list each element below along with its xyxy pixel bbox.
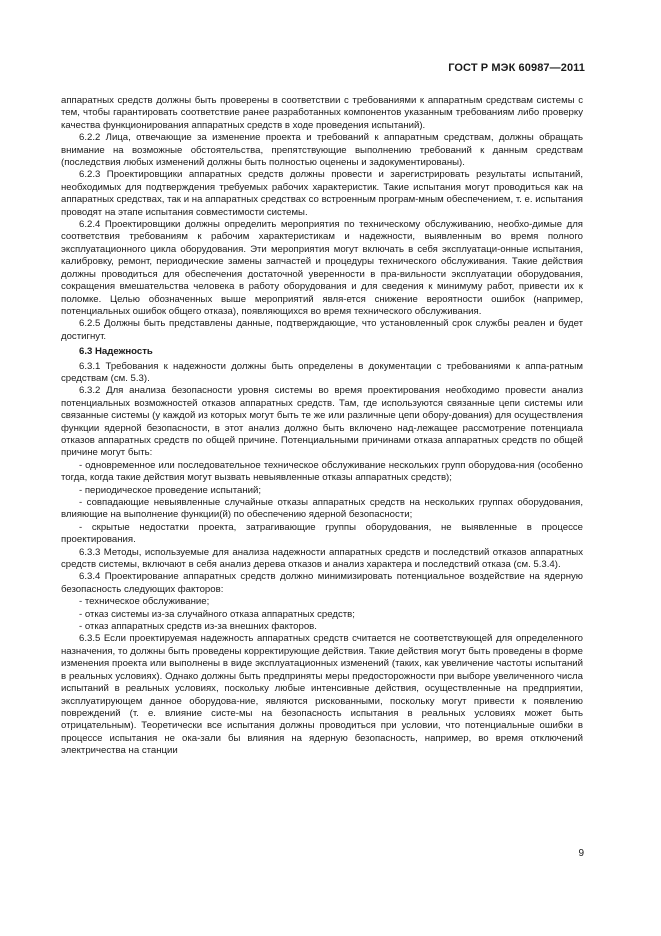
section-heading: 6.3 Надежность [79,346,153,358]
document-body [61,95,583,758]
paragraph: 6.3.5 Если проектируемая надежность аппаратных средств считается не соответствующей для определенного назначения, то должны быть проведены корректирующие действия. Такие действия могут быть проведены в форме изменения проекта или выполнены в виде эксплуатационных изменений (таких, как увеличение частоты испытаний в реальных условиях). Однако должны быть предприняты меры предосторожности при выборе увеличенного числа испытаний в реальных условиях, поскольку любые интенсивные действия, осуществленные на предприятии, эксплуатирующем данное оборудова-ние, являются рискованными, поскольку могут привести к появлению повреждений (т. е. влияние систе-мы на безопасность испытания в реальных условиях может быть отрицательным). Теоретически все испытания должны проводиться при условии, что потенциальные ошибки в процессе испытания не ока-зали бы влияния на ядерную безопасность, например, во время отключений электричества на станции [61,633,583,757]
list-item: - одновременное или последовательное техническое обслуживание нескольких групп оборудова-ния (особенно тогда, когда такие действия могут вызвать невыявленные отказы аппаратных средств); [61,459,583,484]
paragraph: 6.2.2 Лица, отвечающие за изменение проекта и требований к аппаратным средствам, должны обращать внимание на возможные обстоятельства, препятствующие выполнению требований к данным средствам (последствия любых изменений должны быть полностью оценены и задокументированы). [61,132,583,169]
list-item: - отказ системы из-за случайного отказа аппаратных средств; [79,608,355,620]
paragraph: 6.2.5 Должны быть представлены данные, подтверждающие, что установленный срок службы реален и будет достигнут. [61,318,583,342]
page-header: ГОСТ Р МЭК 60987—2011 [448,62,585,74]
list-item: - техническое обслуживание; [79,596,210,608]
paragraph: 6.2.4 Проектировщики должны определить мероприятия по техническому обслуживанию, необхо-димые для соответствия требованиям к рабочим характеристикам и надежности, выявленным во время полного эксплуатационного цикла оборудования. Эти мероприятия могут включать в себя эксплуатаци-онные испытания, калибровку, ремонт, периодические замены запчастей и процедуры технического обслуживания. Такие действия должны проводиться для обеспечения достаточной уверенности в пра-вильности эксплуатации оборудования, сокращения вмешательства человека в работу оборудования и для сведения к минимуму работ, привести их к поломке. Целью обозначенных выше мероприятий явля-ется снижение вероятности ошибок (например, потенциальных ошибок общего отказа), появляющихся во время технического обслуживания. [61,219,583,317]
paragraph: 6.3.3 Методы, используемые для анализа надежности аппаратных средств и последствий отказов аппаратных средств системы, включают в себя анализ дерева отказов и анализ характера и последствий отказа (см. 5.3.4). [61,546,583,571]
paragraph: аппаратных средств должны быть проверены в соответствии с требованиями к аппаратным средствам системы с тем, чтобы гарантировать соответствие ранее разработанных компонентов указанным требованиям либо проверку качества функционирования аппаратных средств в ходе проведения испытаний). [61,95,583,131]
paragraph: 6.2.3 Проектировщики аппаратных средств должны провести и зарегистрировать результаты испытаний, необходимых для подтверждения требуемых рабочих характеристик. Такие испытания могут проводиться как на аппаратных средствах, так и на аппаратных средствах со встроенным програм-мным обеспечением, т. е. испытания проводят на этапе испытания совместимости системы. [61,169,583,218]
paragraph: 6.3.2 Для анализа безопасности уровня системы во время проектирования необходимо провести анализ потенциальных возможностей отказов аппаратных средств. Там, где используются связанные цепи системы или связанные системы (у каждой из которых могут быть те же или различные цепи обору-дования) для осуществления функции ядерной безопасности, в этот анализ должно быть включено над-лежащее рассмотрение потенциала отказов аппаратных средств по общей причине. Потенциальными причинами отказа аппаратных средств по общей причине могут быть: [61,385,583,459]
page-number: 9 [578,848,584,859]
paragraph: 6.3.1 Требования к надежности должны быть определены в документации с требованиями к аппа-ратным средствам (см. 5.3). [61,360,583,384]
list-item: - отказ аппаратных средств из-за внешних факторов. [79,621,317,633]
list-item: - совпадающие невыявленные случайные отказы аппаратных средств на нескольких группах оборудования, влияющие на выполнение функции(й) по обеспечению ядерной безопасности; [61,497,583,521]
paragraph: 6.3.4 Проектирование аппаратных средств должно минимизировать потенциальное воздействие на ядерную безопасность следующих факторов: [61,571,583,595]
list-item: - периодическое проведение испытаний; [79,484,262,496]
list-item: - скрытые недостатки проекта, затрагивающие группы оборудования, не выявленные в процессе проектирования. [61,521,583,546]
